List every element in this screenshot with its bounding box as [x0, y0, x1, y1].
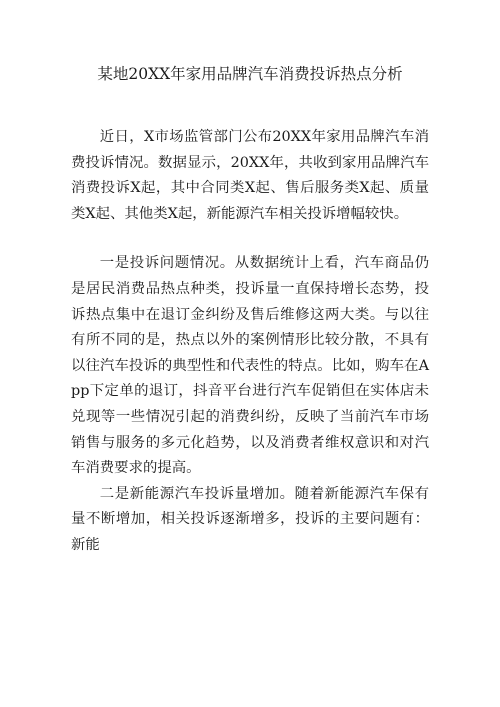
- paragraph-new-energy: 二是新能源汽车投诉量增加。随着新能源汽车保有量不断增加，相关投诉逐渐增多，投诉的主要问题有：新能: [71, 485, 429, 553]
- paragraph-intro: 近日，X市场监管部门公布20XX年家用品牌汽车消费投诉情况。数据显示，20XX年，共收到家用品牌汽车消费投诉X起，其中合同类X起、售后服务类X起、质量类X起、其他类X起，新能源汽车相关投诉增幅较快。: [71, 129, 429, 222]
- document-title: 某地20XX年家用品牌汽车消费投诉热点分析: [97, 65, 403, 83]
- paragraph-complaint-issues: 一是投诉问题情况。从数据统计上看，汽车商品仍是居民消费品热点种类，投诉量一直保持增长态势，投诉热点集中在退订金纠纷及售后维修这两大类。与以往有所不同的是，热点以外的案例情形比较分散，不具有以往汽车投诉的典型性和代表性的特点。比如，购车在App下定单的退订，抖音平台进行汽车促销但在实体店未兑现等一些情况引起的消费纠纷，反映了当前汽车市场销售与服务的多元化趋势，以及消费者维权意识和对汽车消费要求的提高。: [71, 255, 429, 477]
